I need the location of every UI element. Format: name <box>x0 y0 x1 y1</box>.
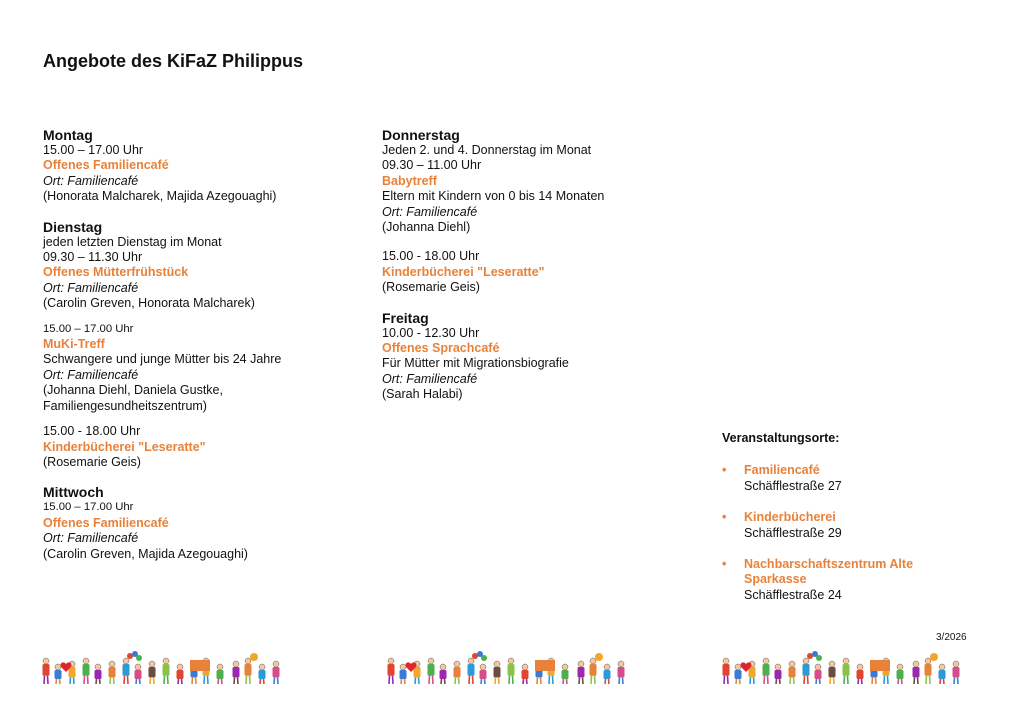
event-note: Jeden 2. und 4. Donnerstag im Monat <box>382 143 592 157</box>
venues-heading: Veranstaltungsorte: <box>722 431 840 445</box>
event-time: 09.30 – 11.30 Uhr <box>43 250 143 265</box>
event-title: Offenes Sprachcafé <box>382 341 500 356</box>
venue-name: Familiencafé <box>744 463 820 478</box>
event-place: Ort: Familiencafé <box>382 204 478 219</box>
event-time: 09.30 – 11.00 Uhr <box>382 158 482 173</box>
day-freitag <box>382 310 702 403</box>
venues-box <box>722 431 972 619</box>
event-people: Familiengesundheitszentrum) <box>43 398 207 413</box>
event-time: 15.00 – 17.00 Uhr <box>43 322 134 335</box>
event-place: Ort: Familiencafé <box>43 367 139 382</box>
event-description: Für Mütter mit Migrationsbiografie <box>382 356 569 371</box>
event-people: (Sarah Halabi) <box>382 387 463 402</box>
event-people: (Rosemarie Geis) <box>43 454 141 469</box>
children-drawing-icon <box>40 650 290 686</box>
day-donnerstag <box>382 127 702 296</box>
bullet-icon: • <box>722 463 727 478</box>
page-title: Angebote des KiFaZ Philippus <box>43 51 304 71</box>
children-drawing-icon <box>385 650 635 686</box>
venue-address: Schäfflestraße 24 <box>744 587 842 602</box>
venue-name: Sparkasse <box>744 572 807 587</box>
event-place: Ort: Familiencafé <box>382 371 478 386</box>
event-people: (Carolin Greven, Honorata Malcharek) <box>43 296 255 311</box>
event-people: (Honorata Malcharek, Majida Azegouaghi) <box>43 189 277 204</box>
event-people: (Carolin Greven, Majida Azegouaghi) <box>43 546 248 561</box>
venue-item <box>722 463 972 494</box>
schedule-left-column <box>43 127 363 562</box>
schedule-middle-column <box>382 127 702 403</box>
venue-name: Nachbarschaftszentrum Alte <box>744 557 914 572</box>
day-heading: Mittwoch <box>43 484 104 501</box>
day-montag <box>43 127 363 205</box>
event-title: Offenes Mütterfrühstück <box>43 265 189 280</box>
event-time: 15.00 - 18.00 Uhr <box>382 249 480 264</box>
event-people: (Johanna Diehl, Daniela Gustke, <box>43 383 223 398</box>
venue-address: Schäfflestraße 29 <box>744 525 842 540</box>
bullet-icon: • <box>722 557 727 572</box>
event-title: Kinderbücherei "Leseratte" <box>382 264 545 279</box>
bullet-icon: • <box>722 510 727 525</box>
venue-address: Schäfflestraße 27 <box>744 478 842 493</box>
day-heading: Donnerstag <box>382 127 460 143</box>
event-title: Kinderbücherei "Leseratte" <box>43 439 206 454</box>
day-dienstag <box>43 219 363 471</box>
event-time: 15.00 – 17.00 Uhr <box>43 501 134 514</box>
venue-name: Kinderbücherei <box>744 510 836 525</box>
date-stamp: 3/2026 <box>936 632 967 643</box>
event-people: (Johanna Diehl) <box>382 220 471 235</box>
event-title: Offenes Familiencafé <box>43 158 169 173</box>
day-heading: Dienstag <box>43 218 103 235</box>
event-description: Eltern mit Kindern von 0 bis 14 Monaten <box>382 189 605 204</box>
event-place: Ort: Familiencafé <box>43 531 139 546</box>
venue-item <box>722 510 972 541</box>
event-description: Schwangere und junge Mütter bis 24 Jahre <box>43 352 282 367</box>
day-heading: Freitag <box>382 309 429 326</box>
event-title: Babytreff <box>382 173 437 188</box>
day-heading: Montag <box>43 127 93 143</box>
event-note: jeden letzten Dienstag im Monat <box>43 234 222 249</box>
event-time: 15.00 - 18.00 Uhr <box>43 424 141 439</box>
event-time: 15.00 – 17.00 Uhr <box>43 143 144 157</box>
event-title: MuKi-Treff <box>43 337 105 352</box>
venue-item <box>722 557 972 603</box>
event-place: Ort: Familiencafé <box>43 173 139 188</box>
event-people: (Rosemarie Geis) <box>382 280 480 295</box>
event-place: Ort: Familiencafé <box>43 280 139 295</box>
event-time: 10.00 - 12.30 Uhr <box>382 325 480 340</box>
children-drawing-icon <box>720 650 970 686</box>
day-mittwoch <box>43 484 363 562</box>
event-title: Offenes Familiencafé <box>43 515 169 530</box>
